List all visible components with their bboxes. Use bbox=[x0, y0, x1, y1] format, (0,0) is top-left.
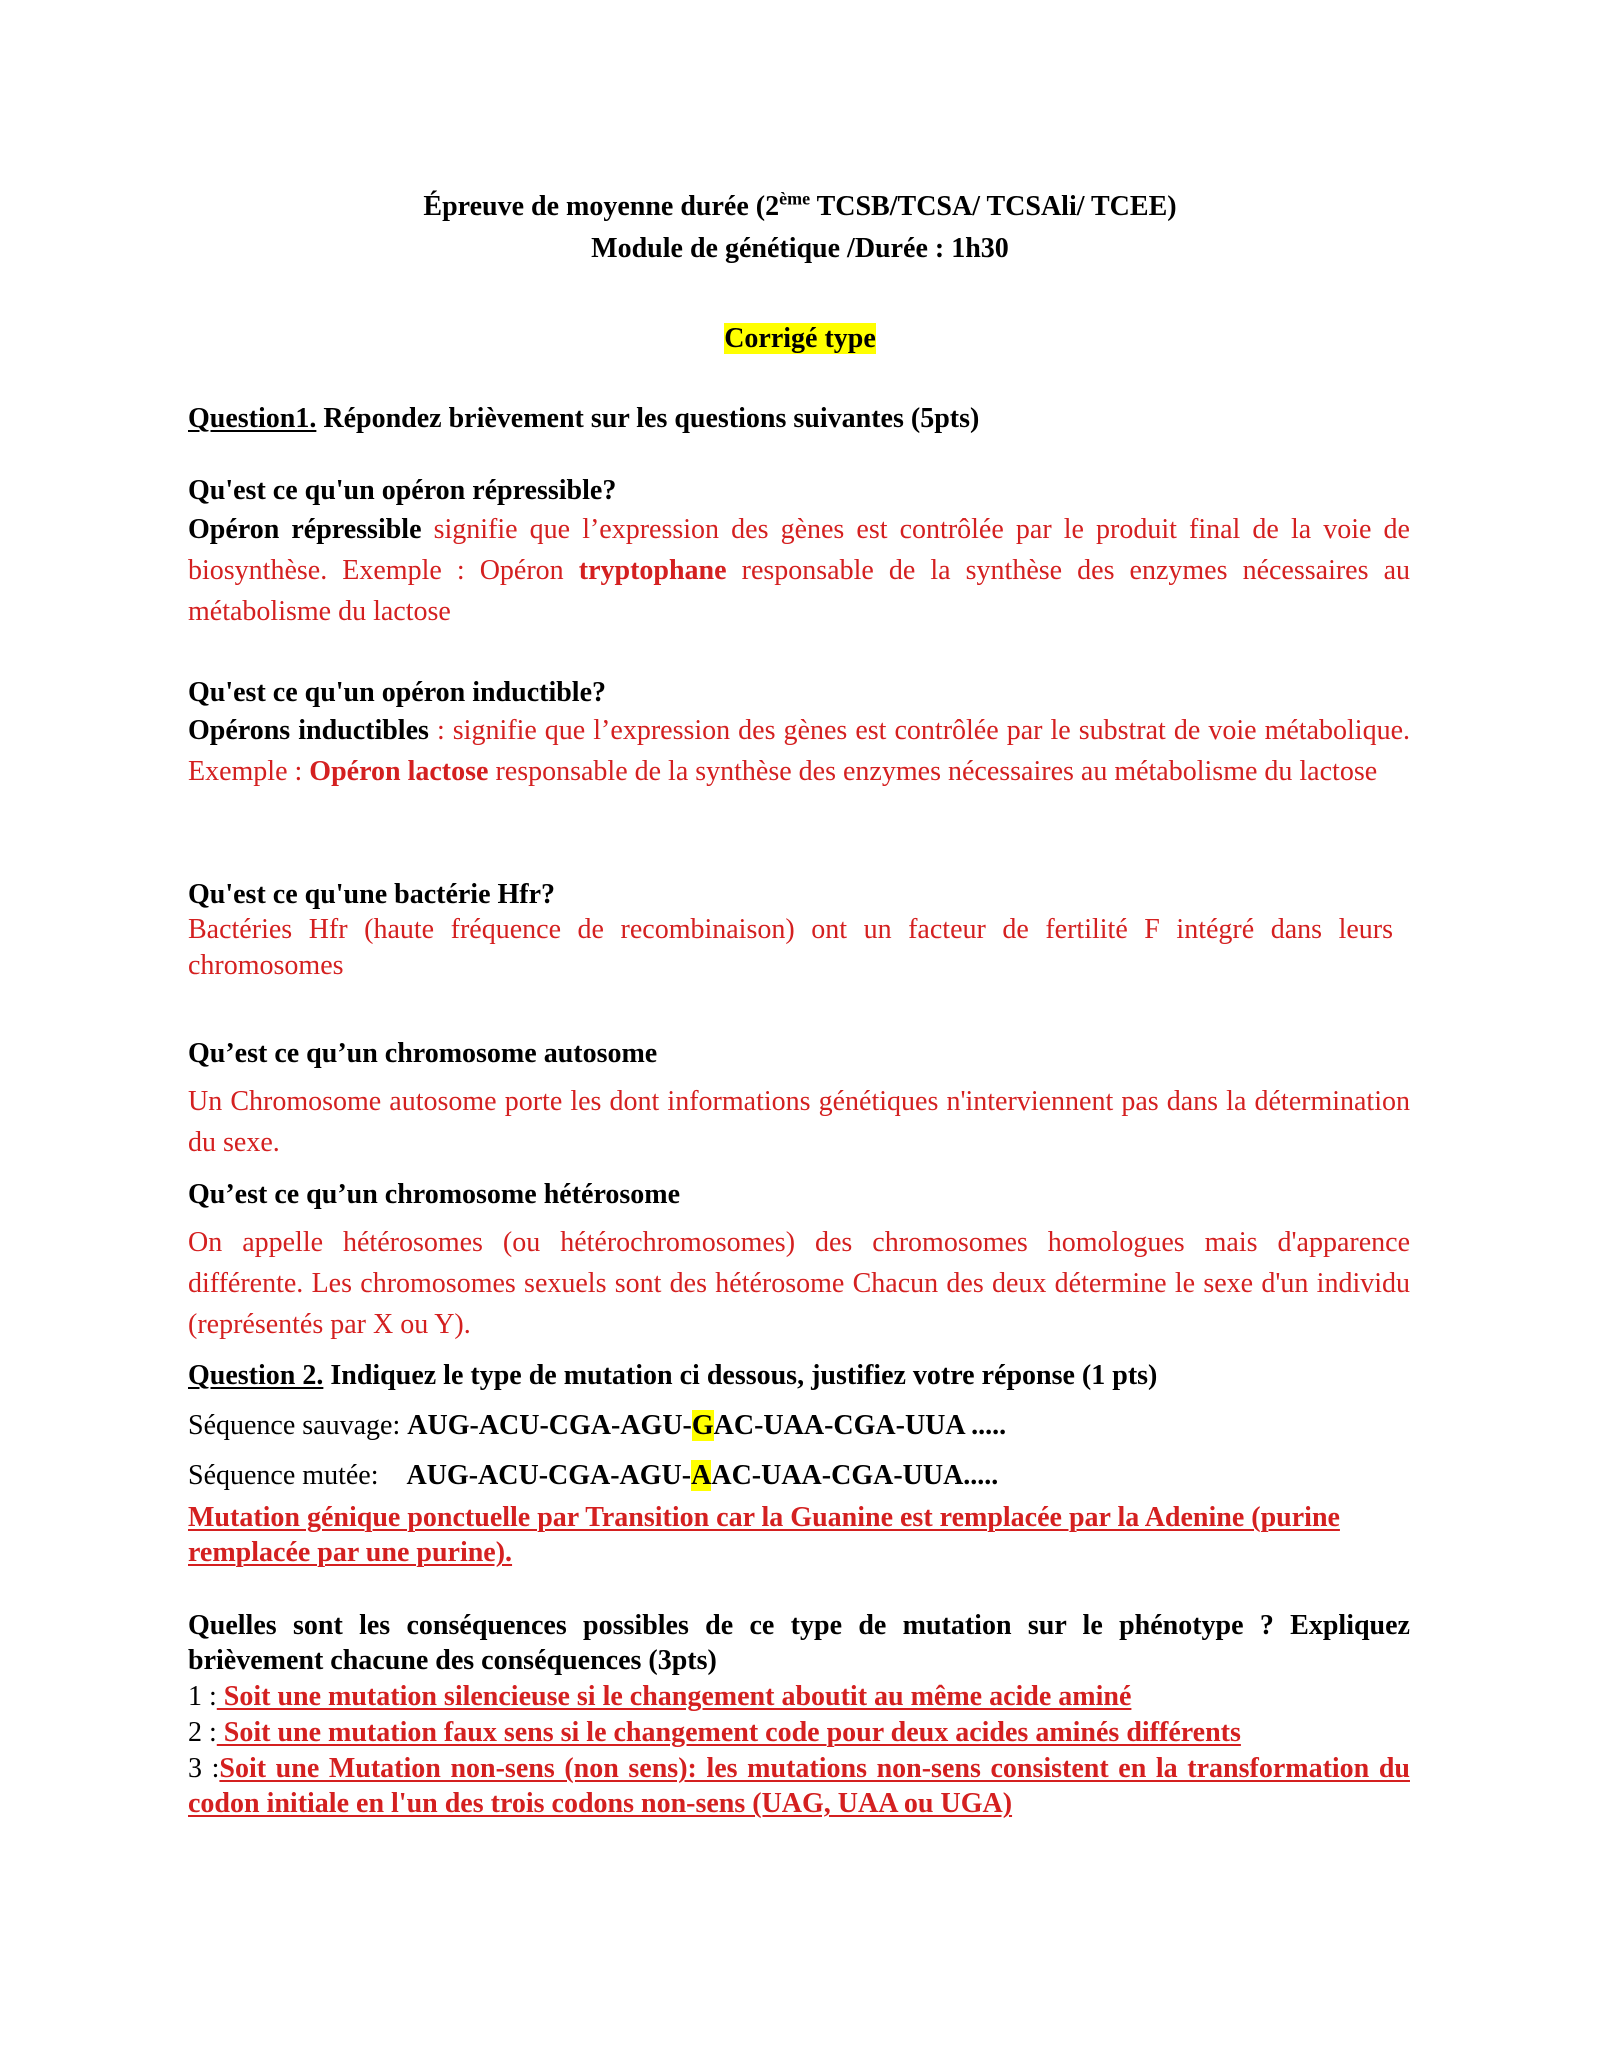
exam-title bbox=[0, 186, 1600, 227]
answer-text: responsable de la synthèse des enzymes nécessaires au métabolisme du lactose bbox=[188, 555, 1410, 627]
q1-item-2-question: Qu'est ce qu'un opéron inductible? bbox=[188, 677, 607, 708]
consequence-number: 2 : bbox=[188, 1717, 217, 1748]
q2-consequence-question: Quelles sont les conséquences possibles de ce type de mutation sur le phénotype ? Expliquez brièvement chacune des conséquences (3pts) bbox=[188, 1610, 1410, 1676]
sequence-codons: AC-UAA-CGA-UUA ..... bbox=[713, 1410, 1007, 1441]
q1-item-5-question: Qu’est ce qu’un chromosome hétérosome bbox=[188, 1179, 681, 1210]
mutated-base: G bbox=[691, 1410, 714, 1441]
consequence-text: Soit une Mutation non-sens (non sens): les mutations non-sens consistent en la transformation du codon initiale en l'un des trois codons non-sens (UAG, UAA ou UGA) bbox=[188, 1753, 1410, 1819]
sequence-codons: AUG-ACU-CGA-AGU- bbox=[406, 1460, 692, 1491]
answer-term: Opérons inductibles bbox=[188, 715, 429, 746]
corrige-label: Corrigé type bbox=[724, 323, 876, 354]
answer-term: Opéron répressible bbox=[188, 514, 422, 545]
consequence-text: Soit une mutation silencieuse si le changement aboutit au même acide aminé bbox=[216, 1681, 1132, 1712]
q1-item-2-answer bbox=[188, 710, 1410, 792]
question-1-heading bbox=[188, 398, 1410, 439]
module-line: Module de génétique /Durée : 1h30 bbox=[591, 233, 1009, 264]
question-1-label: Question1. bbox=[188, 403, 317, 434]
wild-sequence bbox=[188, 1405, 1410, 1446]
title-superscript: ème bbox=[779, 188, 811, 209]
answer-text: signifie que l’expression des gènes est contrôlée par le produit final de la voie de biosynthèse. Exemple : Opéron bbox=[188, 514, 1410, 586]
sequence-codons: AUG-ACU-CGA-AGU- bbox=[407, 1410, 692, 1441]
question-2-text: Indiquez le type de mutation ci dessous, justifiez votre réponse (1 pts) bbox=[323, 1360, 1158, 1391]
title-classes: TCSB/TCSA/ TCSAli/ TCEE) bbox=[810, 191, 1177, 222]
sequence-codons: AC-UAA-CGA-UUA..... bbox=[711, 1460, 999, 1491]
q1-item-4-answer: Un Chromosome autosome porte les dont informations génétiques n'interviennent pas dans la détermination du sexe. bbox=[188, 1086, 1410, 1158]
corrige-heading bbox=[0, 318, 1600, 359]
sequence-label: Séquence sauvage: bbox=[188, 1410, 408, 1441]
answer-bold-term: Opéron lactose bbox=[309, 756, 489, 787]
mutant-sequence bbox=[188, 1455, 1410, 1496]
title-text: Épreuve de moyenne durée (2 bbox=[423, 191, 780, 222]
sequence-label: Séquence mutée: bbox=[188, 1460, 407, 1491]
question-1-text: Répondez brièvement sur les questions suivantes (5pts) bbox=[316, 403, 980, 434]
q1-item-3-question: Qu'est ce qu'une bactérie Hfr? bbox=[188, 879, 556, 910]
consequence-3 bbox=[188, 1751, 1410, 1821]
q1-item-5-answer: On appelle hétérosomes (ou hétérochromosomes) des chromosomes homologues mais d'apparence différente. Les chromosomes sexuels sont des hétérosome Chacun des deux détermine le sexe d'un individu (représentés par X ou Y). bbox=[188, 1227, 1410, 1340]
consequence-1 bbox=[188, 1679, 1410, 1714]
answer-text: : signifie que l’expression des gènes est contrôlée par le substrat de voie métabolique. Exemple : bbox=[188, 715, 1410, 787]
mutated-base: A bbox=[691, 1460, 712, 1491]
answer-text: responsable de la synthèse des enzymes nécessaires au métabolisme du lactose bbox=[488, 756, 1378, 787]
q1-item-3-answer: Bactéries Hfr (haute fréquence de recombinaison) ont un facteur de fertilité F intégré dans leurs chromosomes bbox=[188, 914, 1393, 981]
consequence-2 bbox=[188, 1715, 1410, 1750]
question-2-label: Question 2. bbox=[188, 1360, 324, 1391]
consequence-text: Soit une mutation faux sens si le changement code pour deux acides aminés différents bbox=[216, 1717, 1241, 1748]
answer-bold-term: tryptophane bbox=[578, 555, 727, 586]
q2-answer: Mutation génique ponctuelle par Transition car la Guanine est remplacée par la Adenine (purine remplacée par une purine). bbox=[188, 1502, 1340, 1568]
question-2-heading bbox=[188, 1355, 1410, 1396]
consequence-number: 1 : bbox=[188, 1681, 217, 1712]
consequence-number: 3 : bbox=[188, 1753, 220, 1784]
q1-item-4-question: Qu’est ce qu’un chromosome autosome bbox=[188, 1038, 658, 1069]
q1-item-1-answer bbox=[188, 509, 1410, 632]
q1-item-1-question: Qu'est ce qu'un opéron répressible? bbox=[188, 475, 617, 506]
